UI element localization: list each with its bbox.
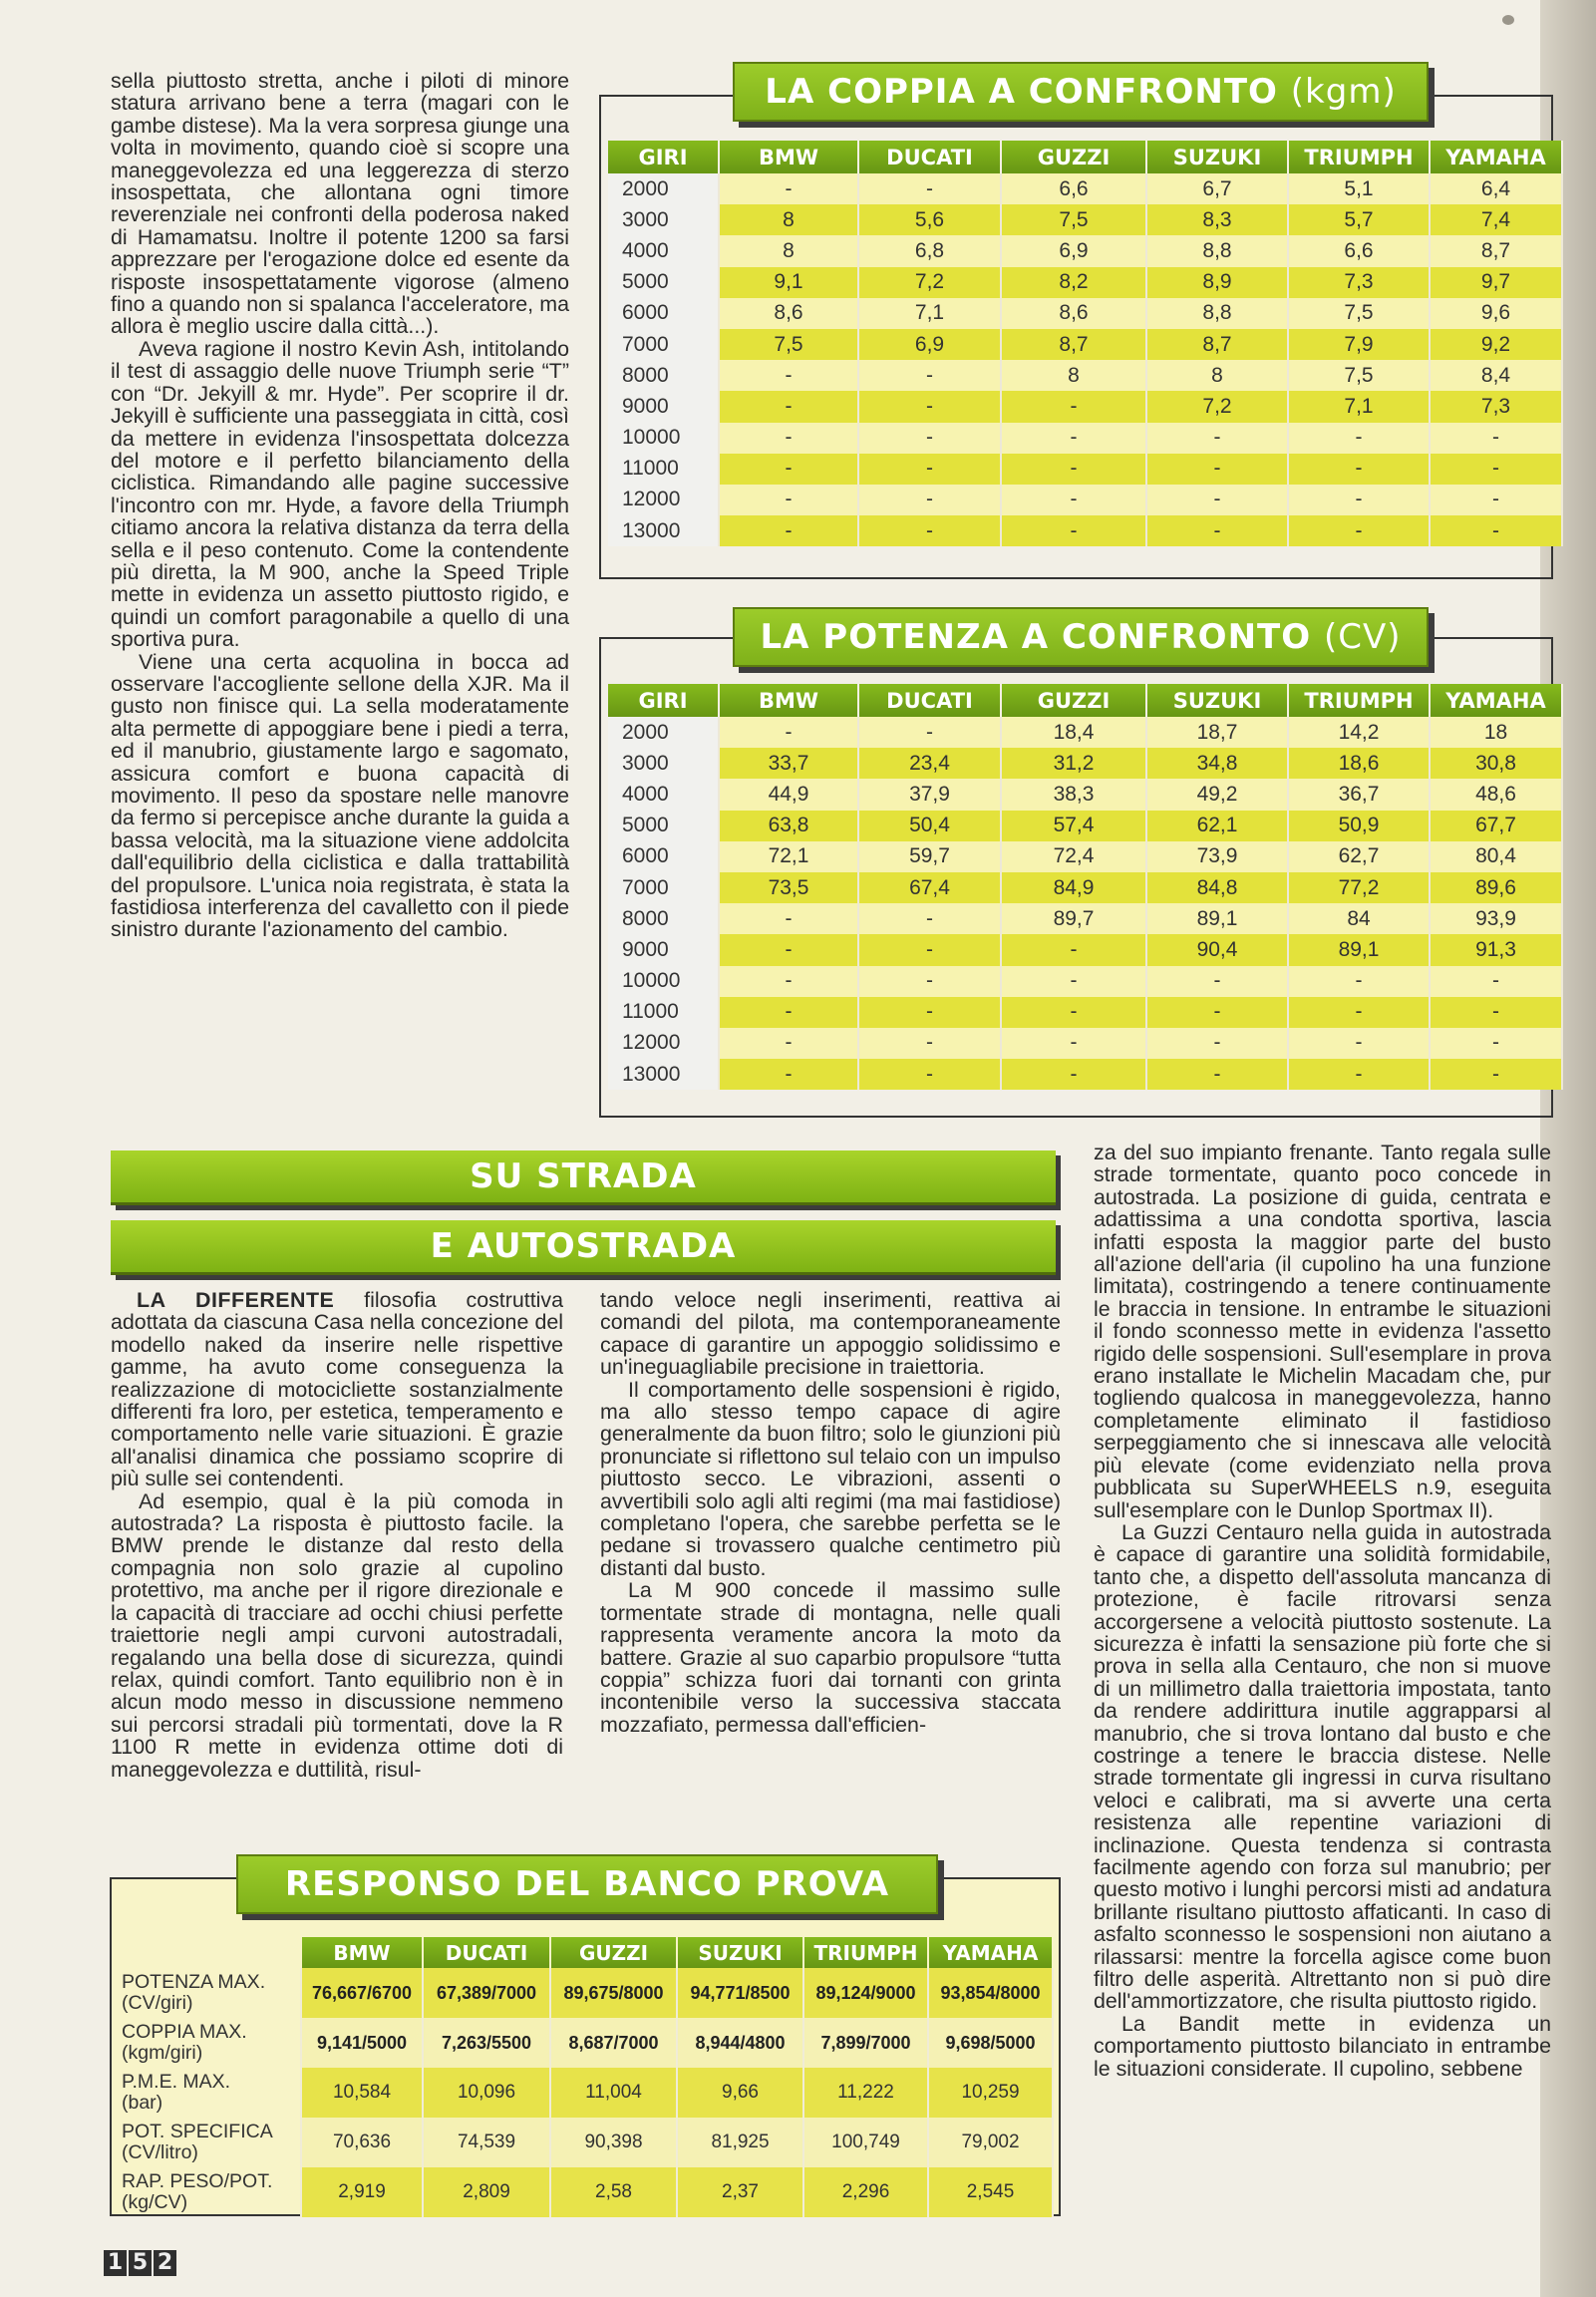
potenza-value-cell: 49,2 — [1146, 779, 1288, 810]
potenza-header-triumph: TRIUMPH — [1288, 684, 1430, 717]
coppia-value-cell: 8 — [1001, 360, 1146, 391]
coppia-row — [608, 267, 1562, 298]
coppia-row — [608, 423, 1562, 454]
coppia-value-cell: - — [1430, 454, 1562, 485]
coppia-value-cell: - — [858, 423, 1001, 454]
coppia-value-cell: 7,5 — [1001, 204, 1146, 235]
potenza-rpm-cell: 5000 — [608, 811, 719, 841]
banco-value-cell: 2,37 — [677, 2167, 803, 2217]
potenza-value-cell: - — [719, 717, 858, 748]
banco-row-unit: (kg/CV) — [122, 2191, 188, 2213]
potenza-header-suzuki: SUZUKI — [1146, 684, 1288, 717]
banco-header-triumph: TRIUMPH — [803, 1937, 928, 1968]
banco-value-cell: 10,096 — [423, 2068, 550, 2118]
potenza-value-cell: - — [1288, 1059, 1430, 1090]
potenza-value-cell: - — [719, 966, 858, 997]
banco-row-label-text: RAP. PESO/POT. — [122, 2170, 273, 2192]
body-column-1-paragraph-1 — [111, 1289, 563, 1490]
potenza-rpm-cell: 10000 — [608, 966, 719, 997]
coppia-value-cell: - — [858, 485, 1001, 515]
banco-row-label — [118, 1968, 301, 2018]
banco-value-cell: 81,925 — [677, 2118, 803, 2167]
coppia-value-cell: - — [1288, 454, 1430, 485]
coppia-value-cell: 7,1 — [1288, 391, 1430, 422]
potenza-header-bmw: BMW — [719, 684, 858, 717]
coppia-header-guzzi: GUZZI — [1001, 141, 1146, 173]
coppia-value-cell: 6,7 — [1146, 173, 1288, 204]
coppia-value-cell: 5,6 — [858, 204, 1001, 235]
potenza-value-cell: - — [719, 997, 858, 1028]
potenza-rpm-cell: 12000 — [608, 1028, 719, 1059]
potenza-value-cell: - — [1001, 1028, 1146, 1059]
banco-row-unit: (kgm/giri) — [122, 2042, 203, 2064]
coppia-value-cell: 8 — [1146, 360, 1288, 391]
potenza-value-cell: - — [1430, 1028, 1562, 1059]
potenza-value-cell: 37,9 — [858, 779, 1001, 810]
potenza-value-cell: - — [858, 717, 1001, 748]
potenza-row — [608, 997, 1562, 1028]
coppia-value-cell: 6,9 — [858, 329, 1001, 360]
section-title-line-2: E AUTOSTRADA — [111, 1220, 1056, 1275]
potenza-value-cell: - — [1001, 966, 1146, 997]
banco-value-cell: 8,944/4800 — [677, 2018, 803, 2068]
coppia-value-cell: - — [1288, 515, 1430, 546]
potenza-value-cell: 62,1 — [1146, 811, 1288, 841]
coppia-value-cell: - — [719, 173, 858, 204]
banco-title-text: RESPONSO DEL BANCO PROVA — [284, 1864, 890, 1904]
coppia-value-cell: 8,6 — [1001, 298, 1146, 329]
banco-row — [118, 2018, 1053, 2068]
coppia-value-cell: 7,2 — [1146, 391, 1288, 422]
coppia-rpm-cell: 9000 — [608, 391, 719, 422]
coppia-rpm-cell: 5000 — [608, 267, 719, 298]
coppia-value-cell: 8,4 — [1430, 360, 1562, 391]
potenza-header-giri: GIRI — [608, 684, 719, 717]
potenza-value-cell: 62,7 — [1288, 841, 1430, 872]
coppia-value-cell: 8,7 — [1001, 329, 1146, 360]
banco-value-cell: 10,584 — [301, 2068, 423, 2118]
coppia-value-cell: 6,8 — [858, 235, 1001, 266]
coppia-row — [608, 485, 1562, 515]
intro-paragraph-2: Aveva ragione il nostro Kevin Ash, intitolando il test di assaggio delle nuove Triumph serie “T” con “Dr. Jekyill & mr. Hyde”. Per scoprire il dr. Jekyill è sufficiente una passeggiata in città, così da mettere in evidenza l'insospettata dolcezza del motore e il perfetto bilanciamento della ciclistica. Rimandando alle pagine successive l'incontro con mr. Hyde, a favore della Triumph citiamo ancora la relativa distanza da terra della sella e il peso contenuto. Come la contendente più diretta, la M 900, anche la Speed Triple mette in evidenza un assetto piuttosto rigido, e quindi un comfort paragonabile a quello di una sportiva pura. — [111, 336, 569, 652]
coppia-value-cell: - — [858, 391, 1001, 422]
potenza-row — [608, 966, 1562, 997]
coppia-value-cell: 6,6 — [1288, 235, 1430, 266]
potenza-value-cell: 23,4 — [858, 748, 1001, 779]
potenza-value-cell: 80,4 — [1430, 841, 1562, 872]
banco-value-cell: 76,667/6700 — [301, 1968, 423, 2018]
potenza-rpm-cell: 4000 — [608, 779, 719, 810]
coppia-value-cell: 9,2 — [1430, 329, 1562, 360]
coppia-value-cell: 8,7 — [1146, 329, 1288, 360]
banco-row — [118, 1968, 1053, 2018]
potenza-value-cell: - — [1001, 1059, 1146, 1090]
banco-value-cell: 7,899/7000 — [803, 2018, 928, 2068]
potenza-row — [608, 903, 1562, 934]
coppia-row — [608, 298, 1562, 329]
potenza-row — [608, 934, 1562, 965]
potenza-value-cell: 91,3 — [1430, 934, 1562, 965]
potenza-value-cell: - — [1430, 966, 1562, 997]
banco-row — [118, 2068, 1053, 2118]
potenza-rpm-cell: 6000 — [608, 841, 719, 872]
coppia-value-cell: 8,3 — [1146, 204, 1288, 235]
coppia-rpm-cell: 4000 — [608, 235, 719, 266]
potenza-value-cell: 89,6 — [1430, 872, 1562, 903]
potenza-rpm-cell: 11000 — [608, 997, 719, 1028]
coppia-header-ducati: DUCATI — [858, 141, 1001, 173]
potenza-value-cell: 36,7 — [1288, 779, 1430, 810]
banco-value-cell: 2,58 — [550, 2167, 677, 2217]
potenza-row — [608, 1059, 1562, 1090]
coppia-value-cell: - — [1430, 485, 1562, 515]
potenza-value-cell: - — [1146, 1059, 1288, 1090]
coppia-value-cell: 6,9 — [1001, 235, 1146, 266]
banco-row — [118, 2118, 1053, 2167]
banco-value-cell: 67,389/7000 — [423, 1968, 550, 2018]
intro-paragraph-1: sella piuttosto stretta, anche i piloti di minore statura arrivano bene a terra (magari con le gambe distese). Ma la vera sorpresa giunge una volta in movimento, quando cioè si scopre una maneggevolezza ed una leggerezza di sterzo insospettata, che allontana ogni timore reverenziale nei confronti della poderosa naked di Hamamatsu. Inoltre il potente 1200 sa farsi apprezzare per l'erogazione dolce ed esente da risposte insospettatamente vigorose (almeno fino a quando non si spalanca l'acceleratore, ma allora è meglio uscire dalla città...). — [111, 69, 569, 339]
potenza-value-cell: - — [1001, 934, 1146, 965]
coppia-value-cell: - — [1288, 485, 1430, 515]
potenza-row — [608, 748, 1562, 779]
coppia-rpm-cell: 2000 — [608, 173, 719, 204]
potenza-value-cell: 33,7 — [719, 748, 858, 779]
banco-row-label — [118, 2118, 301, 2167]
potenza-value-cell: 50,4 — [858, 811, 1001, 841]
coppia-value-cell: - — [1001, 485, 1146, 515]
coppia-rpm-cell: 3000 — [608, 204, 719, 235]
coppia-value-cell: - — [1288, 423, 1430, 454]
potenza-value-cell: - — [858, 997, 1001, 1028]
potenza-value-cell: 59,7 — [858, 841, 1001, 872]
banco-value-cell: 11,004 — [550, 2068, 677, 2118]
potenza-value-cell: - — [1288, 997, 1430, 1028]
banco-row-label — [118, 2018, 301, 2068]
corner-mark — [1502, 15, 1514, 25]
coppia-value-cell: - — [858, 454, 1001, 485]
banco-value-cell: 89,675/8000 — [550, 1968, 677, 2018]
coppia-value-cell: 9,1 — [719, 267, 858, 298]
coppia-value-cell: - — [1001, 454, 1146, 485]
coppia-value-cell: 5,7 — [1288, 204, 1430, 235]
potenza-row — [608, 872, 1562, 903]
page-number-digit: 2 — [154, 2250, 176, 2276]
banco-header-ducati: DUCATI — [423, 1937, 550, 1968]
banco-value-cell: 7,263/5500 — [423, 2018, 550, 2068]
potenza-row — [608, 841, 1562, 872]
banco-value-cell: 11,222 — [803, 2068, 928, 2118]
potenza-table — [608, 684, 1563, 1090]
body-column-2 — [600, 1289, 1061, 1736]
potenza-value-cell: 30,8 — [1430, 748, 1562, 779]
coppia-row — [608, 360, 1562, 391]
potenza-value-cell: 84 — [1288, 903, 1430, 934]
body-column-2-paragraph-1: tando veloce negli inserimenti, reattiva ai comandi del pilota, ma contemporaneamente capace di garantire un appoggio solidissimo e un'ineguagliabile precisione in traiettoria. — [600, 1288, 1061, 1380]
banco-row — [118, 2167, 1053, 2217]
banco-value-cell: 90,398 — [550, 2118, 677, 2167]
banco-value-cell: 10,259 — [928, 2068, 1053, 2118]
coppia-value-cell: 8,9 — [1146, 267, 1288, 298]
potenza-value-cell: 57,4 — [1001, 811, 1146, 841]
coppia-value-cell: 8,6 — [719, 298, 858, 329]
potenza-value-cell: 73,5 — [719, 872, 858, 903]
potenza-value-cell: 34,8 — [1146, 748, 1288, 779]
coppia-rpm-cell: 12000 — [608, 485, 719, 515]
coppia-header-suzuki: SUZUKI — [1146, 141, 1288, 173]
potenza-row — [608, 717, 1562, 748]
coppia-value-cell: - — [1430, 423, 1562, 454]
coppia-value-cell: - — [858, 360, 1001, 391]
coppia-title — [733, 62, 1429, 122]
page-number-digit: 1 — [104, 2250, 127, 2276]
potenza-value-cell: - — [1288, 1028, 1430, 1059]
coppia-row — [608, 173, 1562, 204]
potenza-row — [608, 779, 1562, 810]
banco-value-cell: 74,539 — [423, 2118, 550, 2167]
banco-value-cell: 2,296 — [803, 2167, 928, 2217]
body-column-3-paragraph-1: za del suo impianto frenante. Tanto regala sulle strade tormentate, quanto poco concede in autostrada. La posizione di guida, centrata e adattissima a una condotta sportiva, lascia infatti esposta la maggior parte del busto all'azione dell'aria (il cupolino ha una funzione limitata), costringendo a tenere continuamente le braccia in tensione. In entrambe le situazioni il fondo sconnesso mette in evidenza l'assetto rigido delle sospensioni. Sull'esemplare in prova erano installate le Michelin Macadam che, pur togliendo qualcosa in maneggevolezza, hanno completamente eliminato il fastidioso serpeggiamento che si innescava alle velocità più elevate (come evidenziato nella prova pubblicata su SuperWHEELS n.9, eseguita sull'esemplare con le Dunlop Sportmax II). — [1094, 1141, 1551, 1522]
banco-value-cell: 94,771/8500 — [677, 1968, 803, 2018]
potenza-value-cell: 84,9 — [1001, 872, 1146, 903]
banco-title — [236, 1854, 938, 1914]
potenza-rpm-cell: 2000 — [608, 717, 719, 748]
potenza-value-cell: 18,6 — [1288, 748, 1430, 779]
coppia-value-cell: - — [719, 515, 858, 546]
coppia-title-text: LA COPPIA A CONFRONTO — [765, 72, 1278, 112]
banco-header-guzzi: GUZZI — [550, 1937, 677, 1968]
potenza-value-cell: 72,4 — [1001, 841, 1146, 872]
potenza-value-cell: - — [1288, 966, 1430, 997]
coppia-value-cell: 5,1 — [1288, 173, 1430, 204]
body-column-1-paragraph-2: Ad esempio, qual è la più comoda in autostrada? La risposta è piuttosto facile. la BMW prende le distanze dal resto della compagnia non solo grazie al cupolino protettivo, ma anche per il rigore direzionale e la capacità di tracciare ad occhi chiusi perfette traiettorie negli ampi curvoni autostradali, regalando una bella dose di sicurezza, quindi relax, quindi comfort. Tanto equilibrio non è in alcun modo messo in discussione nemmeno sui percorsi stradali più tormentati, dove la R 1100 R mette in evidenza ottime doti di maneggevolezza e duttilità, risul- — [111, 1488, 563, 1782]
coppia-value-cell: 7,1 — [858, 298, 1001, 329]
potenza-value-cell: 90,4 — [1146, 934, 1288, 965]
potenza-value-cell: - — [1146, 997, 1288, 1028]
banco-value-cell: 93,854/8000 — [928, 1968, 1053, 2018]
potenza-value-cell: 48,6 — [1430, 779, 1562, 810]
coppia-header-triumph: TRIUMPH — [1288, 141, 1430, 173]
coppia-row — [608, 329, 1562, 360]
potenza-value-cell: - — [719, 1028, 858, 1059]
coppia-value-cell: 7,2 — [858, 267, 1001, 298]
coppia-value-cell: - — [1146, 454, 1288, 485]
potenza-rpm-cell: 8000 — [608, 903, 719, 934]
banco-value-cell: 2,545 — [928, 2167, 1053, 2217]
potenza-title — [733, 607, 1429, 667]
potenza-value-cell: 67,4 — [858, 872, 1001, 903]
coppia-value-cell: - — [719, 485, 858, 515]
intro-paragraph-3: Viene una certa acquolina in bocca ad osservare l'accogliente sellone della XJR. Ma il gusto non finisce qui. La sella moderatamente alta permette di appoggiare bene i piedi a terra, ed il manubrio, giustamente largo e sagomato, assicura comfort e buona capacità di movimento. Il peso da spostare nelle manovre da fermo si percepisce anche durante la guida a bassa velocità, ma la situazione viene addolcita dall'equilibrio della ciclistica e dalla trattabilità del propulsore. L'unica noia registrata, è stata la fastidiosa interferenza del cavalletto con il piede sinistro durante l'azionamento del cambio. — [111, 649, 569, 942]
coppia-value-cell: 8 — [719, 235, 858, 266]
banco-header-yamaha: YAMAHA — [928, 1937, 1053, 1968]
banco-value-cell: 89,124/9000 — [803, 1968, 928, 2018]
coppia-value-cell: 8,7 — [1430, 235, 1562, 266]
coppia-header-giri: GIRI — [608, 141, 719, 173]
body-column-2-paragraph-2: Il comportamento delle sospensioni è rigido, ma allo stesso tempo capace di agire generalmente da buon filtro; solo le giunzioni più pronunciate si riflettono sul telaio con un impulso piuttosto secco. Le vibrazioni, assenti o avvertibili solo agli alti regimi (ma mai fastidiose) completano l'opera, che sarebbe perfetta se le pedane si trovassero qualche centimetro più distanti dal busto. — [600, 1377, 1061, 1580]
banco-header-suzuki: SUZUKI — [677, 1937, 803, 1968]
potenza-value-cell: 18 — [1430, 717, 1562, 748]
body-column-3-paragraph-3: La Bandit mette in evidenza un comportamento piuttosto bilanciato in entrambe le situazioni considerate. Il cupolino, sebbene — [1094, 2011, 1551, 2081]
coppia-value-cell: 8,8 — [1146, 235, 1288, 266]
coppia-value-cell: - — [719, 423, 858, 454]
coppia-value-cell: - — [719, 391, 858, 422]
banco-row-label-text: P.M.E. MAX. — [122, 2071, 231, 2093]
banco-row-unit: (CV/litro) — [122, 2141, 198, 2163]
potenza-value-cell: - — [858, 966, 1001, 997]
banco-row-label — [118, 2068, 301, 2118]
banco-row-unit: (bar) — [122, 2092, 163, 2114]
potenza-value-cell: 73,9 — [1146, 841, 1288, 872]
potenza-value-cell: - — [858, 1059, 1001, 1090]
coppia-row — [608, 454, 1562, 485]
coppia-value-cell: - — [719, 454, 858, 485]
banco-value-cell: 100,749 — [803, 2118, 928, 2167]
potenza-value-cell: 67,7 — [1430, 811, 1562, 841]
potenza-value-cell: - — [858, 934, 1001, 965]
coppia-value-cell: - — [719, 360, 858, 391]
page-number-digit: 5 — [129, 2250, 152, 2276]
potenza-title-text: LA POTENZA A CONFRONTO — [760, 617, 1312, 657]
potenza-value-cell: 44,9 — [719, 779, 858, 810]
potenza-value-cell: - — [1146, 966, 1288, 997]
potenza-header-yamaha: YAMAHA — [1430, 684, 1562, 717]
body-column-2-paragraph-3: La M 900 concede il massimo sulle tormentate strade di montagna, nelle quali rappresenta veramente ancora la moto da battere. Grazie al suo caparbio propulsore “tutta coppia” schizza fuori dai tornanti con grinta incontenibile verso la successiva staccata mozzafiato, permessa dall'efficien- — [600, 1578, 1061, 1737]
coppia-value-cell: - — [1001, 515, 1146, 546]
banco-row-label — [118, 2167, 301, 2217]
coppia-rpm-cell: 8000 — [608, 360, 719, 391]
coppia-value-cell: 8,2 — [1001, 267, 1146, 298]
coppia-rpm-cell: 7000 — [608, 329, 719, 360]
potenza-rpm-cell: 9000 — [608, 934, 719, 965]
coppia-value-cell: 8 — [719, 204, 858, 235]
coppia-value-cell: - — [1146, 515, 1288, 546]
coppia-rpm-cell: 6000 — [608, 298, 719, 329]
coppia-value-cell: 6,4 — [1430, 173, 1562, 204]
potenza-value-cell: 18,7 — [1146, 717, 1288, 748]
potenza-value-cell: - — [858, 1028, 1001, 1059]
coppia-value-cell: 7,4 — [1430, 204, 1562, 235]
coppia-rpm-cell: 10000 — [608, 423, 719, 454]
potenza-value-cell: 93,9 — [1430, 903, 1562, 934]
coppia-value-cell: 7,5 — [719, 329, 858, 360]
coppia-value-cell: 7,9 — [1288, 329, 1430, 360]
coppia-title-unit: (kgm) — [1290, 72, 1397, 112]
lead-word: LA DIFFERENTE — [137, 1288, 335, 1312]
potenza-value-cell: - — [1430, 997, 1562, 1028]
body-column-3 — [1094, 1142, 1551, 2080]
coppia-value-cell: - — [1146, 423, 1288, 454]
coppia-row — [608, 391, 1562, 422]
potenza-value-cell: 63,8 — [719, 811, 858, 841]
coppia-value-cell: - — [1146, 485, 1288, 515]
potenza-value-cell: - — [719, 903, 858, 934]
potenza-value-cell: 50,9 — [1288, 811, 1430, 841]
coppia-value-cell: 7,5 — [1288, 360, 1430, 391]
coppia-header-bmw: BMW — [719, 141, 858, 173]
section-title-line-1: SU STRADA — [111, 1150, 1056, 1205]
banco-row-unit: (CV/giri) — [122, 1992, 193, 2014]
potenza-header-ducati: DUCATI — [858, 684, 1001, 717]
potenza-value-cell: - — [719, 1059, 858, 1090]
potenza-row — [608, 811, 1562, 841]
coppia-value-cell: 7,5 — [1288, 298, 1430, 329]
potenza-header-guzzi: GUZZI — [1001, 684, 1146, 717]
coppia-value-cell: - — [1001, 423, 1146, 454]
lead-paragraph-rest: filosofia costruttiva adottata da ciascuna Casa nella concezione del modello naked da inserire nelle rispettive gamme, ha avuto come conseguenza la realizzazione di motocicliette sostanzialmente differenti fra loro, per estetica, temperamento e comportamento nelle varie situazioni. È grazie all'analisi dinamica che possiamo scoprire di più sulle sei contendenti. — [111, 1288, 563, 1491]
coppia-row — [608, 235, 1562, 266]
potenza-value-cell: - — [1001, 997, 1146, 1028]
coppia-value-cell: - — [1430, 515, 1562, 546]
coppia-value-cell: - — [858, 173, 1001, 204]
banco-value-cell: 2,809 — [423, 2167, 550, 2217]
coppia-row — [608, 515, 1562, 546]
coppia-value-cell: 7,3 — [1288, 267, 1430, 298]
banco-row-label-text: COPPIA MAX. — [122, 2021, 247, 2043]
banco-value-cell: 70,636 — [301, 2118, 423, 2167]
coppia-rpm-cell: 11000 — [608, 454, 719, 485]
coppia-value-cell: - — [858, 515, 1001, 546]
potenza-value-cell: - — [858, 903, 1001, 934]
potenza-value-cell: 89,7 — [1001, 903, 1146, 934]
potenza-value-cell: - — [1430, 1059, 1562, 1090]
potenza-value-cell: 72,1 — [719, 841, 858, 872]
coppia-header-yamaha: YAMAHA — [1430, 141, 1562, 173]
coppia-row — [608, 204, 1562, 235]
potenza-value-cell: 14,2 — [1288, 717, 1430, 748]
banco-value-cell: 9,698/5000 — [928, 2018, 1053, 2068]
potenza-value-cell: 77,2 — [1288, 872, 1430, 903]
coppia-value-cell: 8,8 — [1146, 298, 1288, 329]
banco-value-cell: 9,141/5000 — [301, 2018, 423, 2068]
banco-row-label-text: POTENZA MAX. — [122, 1971, 266, 1993]
potenza-value-cell: 38,3 — [1001, 779, 1146, 810]
potenza-rpm-cell: 7000 — [608, 872, 719, 903]
potenza-rpm-cell: 3000 — [608, 748, 719, 779]
coppia-value-cell: 9,6 — [1430, 298, 1562, 329]
potenza-value-cell: 84,8 — [1146, 872, 1288, 903]
body-column-1 — [111, 1289, 563, 1781]
coppia-value-cell: 6,6 — [1001, 173, 1146, 204]
potenza-value-cell: 31,2 — [1001, 748, 1146, 779]
potenza-rpm-cell: 13000 — [608, 1059, 719, 1090]
banco-value-cell: 2,919 — [301, 2167, 423, 2217]
body-column-3-paragraph-2: La Guzzi Centauro nella guida in autostrada è capace di garantire una solidità formidabile, tanto che, a dispetto dell'assoluta mancanza di protezione, è facile ritrovarsi senza accorgersene a velocità piuttosto sostenute. La sicurezza è infatti la sensazione più forte che si prova in sella alla Centauro, che non si muove di un millimetro dalla traiettoria impostata, tanto da rendere addirittura inutile aggrapparsi al manubrio, che si trova lontano dal busto e che costringe a tenere le braccia distese. Nelle strade tormentate gli ingressi in curva risultano veloci e calibrati, ma si avverte una certa resistenza alle repentine variazioni di inclinazione. Questa tendenza si contrasta facilmente agendo con forza sul manubrio; per questo motivo i lunghi percorsi misti ad andatura brillante risultano piuttosto affaticanti. In caso di asfalto sconnesso le sospensioni non aiutano a rilassarsi: mentre la forcella agisce come buon filtro delle asperità. Altrettanto non si può dire dell'ammortizzatore, che risulta piuttosto rigido. — [1094, 1519, 1551, 2014]
potenza-title-unit: (CV) — [1323, 617, 1402, 657]
coppia-value-cell: 7,3 — [1430, 391, 1562, 422]
page-number — [104, 2250, 176, 2276]
potenza-value-cell: - — [719, 934, 858, 965]
potenza-value-cell: 18,4 — [1001, 717, 1146, 748]
coppia-value-cell: - — [1001, 391, 1146, 422]
potenza-value-cell: 89,1 — [1288, 934, 1430, 965]
coppia-rpm-cell: 13000 — [608, 515, 719, 546]
banco-table — [118, 1937, 1054, 2217]
coppia-value-cell: 9,7 — [1430, 267, 1562, 298]
banco-header-bmw: BMW — [301, 1937, 423, 1968]
banco-header-blank — [118, 1937, 301, 1968]
potenza-row — [608, 1028, 1562, 1059]
banco-value-cell: 9,66 — [677, 2068, 803, 2118]
intro-column — [111, 70, 569, 941]
banco-value-cell: 8,687/7000 — [550, 2018, 677, 2068]
coppia-table — [608, 141, 1563, 546]
potenza-value-cell: - — [1146, 1028, 1288, 1059]
potenza-value-cell: 89,1 — [1146, 903, 1288, 934]
banco-row-label-text: POT. SPECIFICA — [122, 2121, 273, 2142]
banco-value-cell: 79,002 — [928, 2118, 1053, 2167]
